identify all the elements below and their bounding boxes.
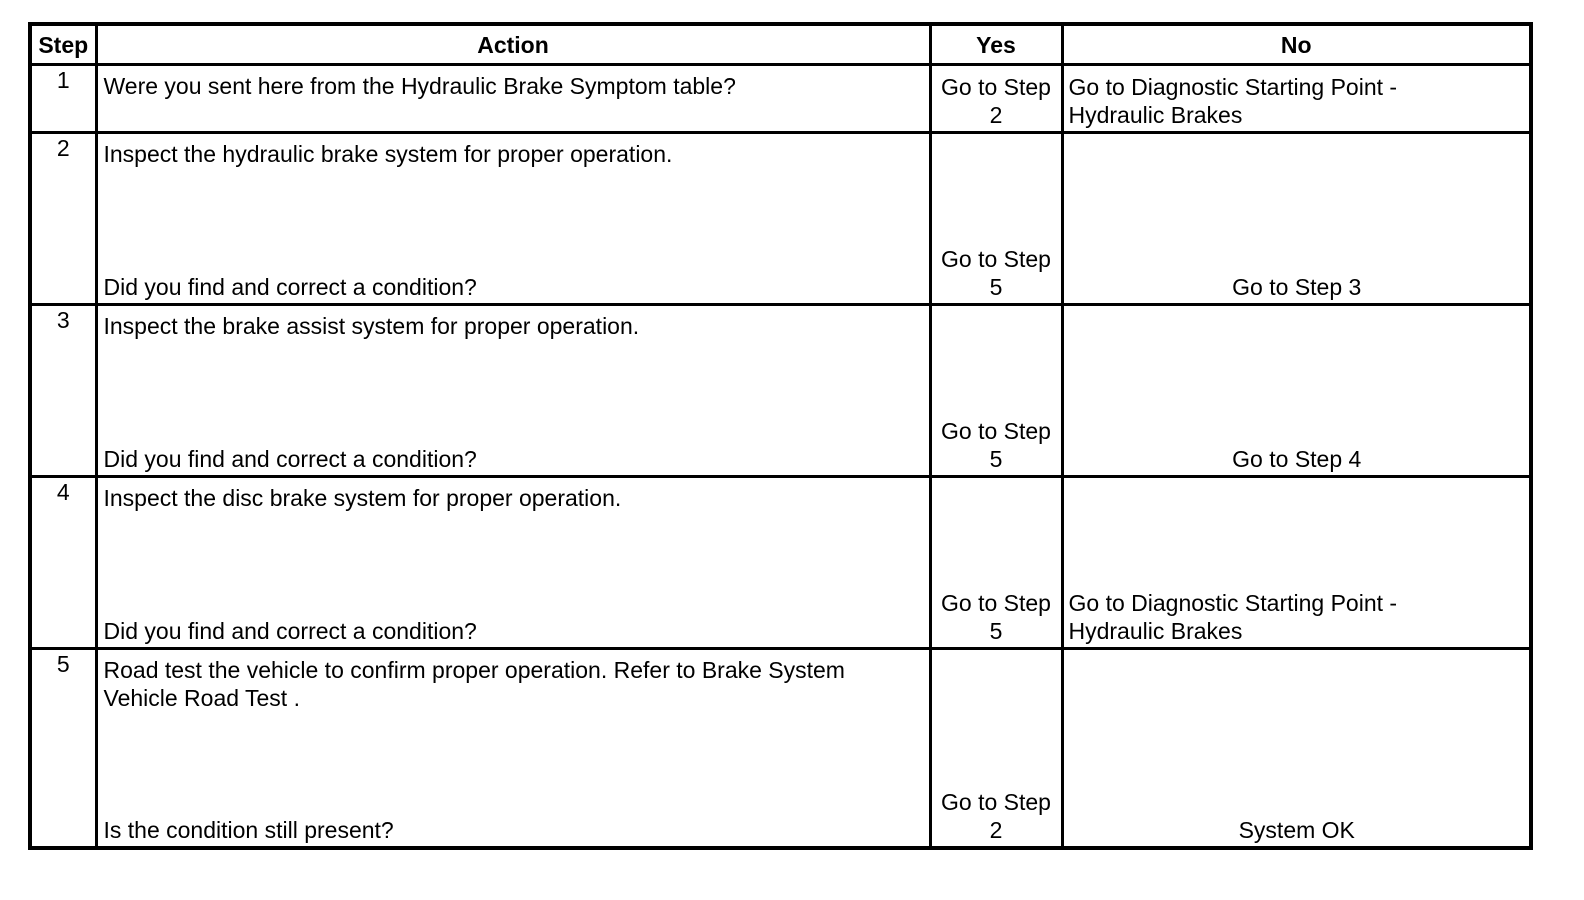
header-no: No <box>1062 24 1531 65</box>
no-outcome <box>1069 273 1526 301</box>
no-outcome <box>1069 73 1526 129</box>
step-number: 4 <box>30 477 96 649</box>
yes-outcome-line2: 5 <box>989 274 1003 300</box>
table-row <box>30 133 1531 305</box>
yes-outcome <box>932 589 1061 645</box>
no-outcome-line1: System OK <box>1238 817 1355 843</box>
action-text: Inspect the disc brake system for proper operation. <box>103 485 622 511</box>
no-outcome-line2: Hydraulic Brakes <box>1068 618 1243 644</box>
yes-outcome-line2: 5 <box>989 446 1003 472</box>
yes-outcome-line2: 2 <box>989 102 1003 128</box>
no-outcome-line2: Hydraulic Brakes <box>1068 102 1243 128</box>
table-row <box>30 65 1531 133</box>
action-question: Is the condition still present? <box>103 817 394 843</box>
header-step: Step <box>30 24 96 65</box>
action-text: Road test the vehicle to confirm proper operation. Refer to Brake System Vehicle Road Test . <box>103 657 845 711</box>
yes-cell <box>930 649 1062 849</box>
yes-outcome <box>932 417 1061 473</box>
no-outcome-line1: Go to Diagnostic Starting Point - <box>1068 590 1398 616</box>
header-row <box>30 24 1531 65</box>
action-question: Did you find and correct a condition? <box>103 274 477 300</box>
no-outcome-line1: Go to Step 4 <box>1232 446 1362 472</box>
step-number: 3 <box>30 305 96 477</box>
no-cell <box>1062 649 1531 849</box>
action-cell <box>96 649 930 849</box>
yes-outcome <box>932 245 1061 301</box>
yes-outcome-line2: 2 <box>989 817 1003 843</box>
header-action: Action <box>96 24 930 65</box>
action-cell <box>96 477 930 649</box>
table-row <box>30 477 1531 649</box>
yes-outcome-line1: Go to Step <box>941 74 1051 100</box>
step-number: 5 <box>30 649 96 849</box>
action-cell <box>96 65 930 133</box>
yes-cell <box>930 305 1062 477</box>
action-cell <box>96 133 930 305</box>
header-yes: Yes <box>930 24 1062 65</box>
yes-outcome-line1: Go to Step <box>941 246 1051 272</box>
yes-outcome <box>932 788 1061 844</box>
no-outcome-line1: Go to Step 3 <box>1232 274 1362 300</box>
action-cell <box>96 305 930 477</box>
yes-outcome <box>932 73 1061 129</box>
no-cell <box>1062 477 1531 649</box>
action-question: Did you find and correct a condition? <box>103 618 477 644</box>
step-number: 1 <box>30 65 96 133</box>
yes-outcome-line1: Go to Step <box>941 590 1051 616</box>
action-text: Were you sent here from the Hydraulic Brake Symptom table? <box>103 73 736 99</box>
no-cell <box>1062 65 1531 133</box>
no-outcome <box>1069 816 1526 844</box>
no-outcome-line1: Go to Diagnostic Starting Point - <box>1068 74 1398 100</box>
no-cell <box>1062 305 1531 477</box>
yes-outcome-line1: Go to Step <box>941 418 1051 444</box>
action-question: Did you find and correct a condition? <box>103 446 477 472</box>
yes-cell <box>930 65 1062 133</box>
no-outcome <box>1069 445 1526 473</box>
no-cell <box>1062 133 1531 305</box>
diagnostic-table <box>28 22 1533 850</box>
yes-outcome-line1: Go to Step <box>941 789 1051 815</box>
yes-cell <box>930 477 1062 649</box>
table-row <box>30 305 1531 477</box>
action-text: Inspect the brake assist system for proper operation. <box>103 313 640 339</box>
yes-cell <box>930 133 1062 305</box>
yes-outcome-line2: 5 <box>989 618 1003 644</box>
step-number: 2 <box>30 133 96 305</box>
table-row <box>30 649 1531 849</box>
action-text: Inspect the hydraulic brake system for proper operation. <box>103 141 673 167</box>
no-outcome <box>1069 589 1526 645</box>
